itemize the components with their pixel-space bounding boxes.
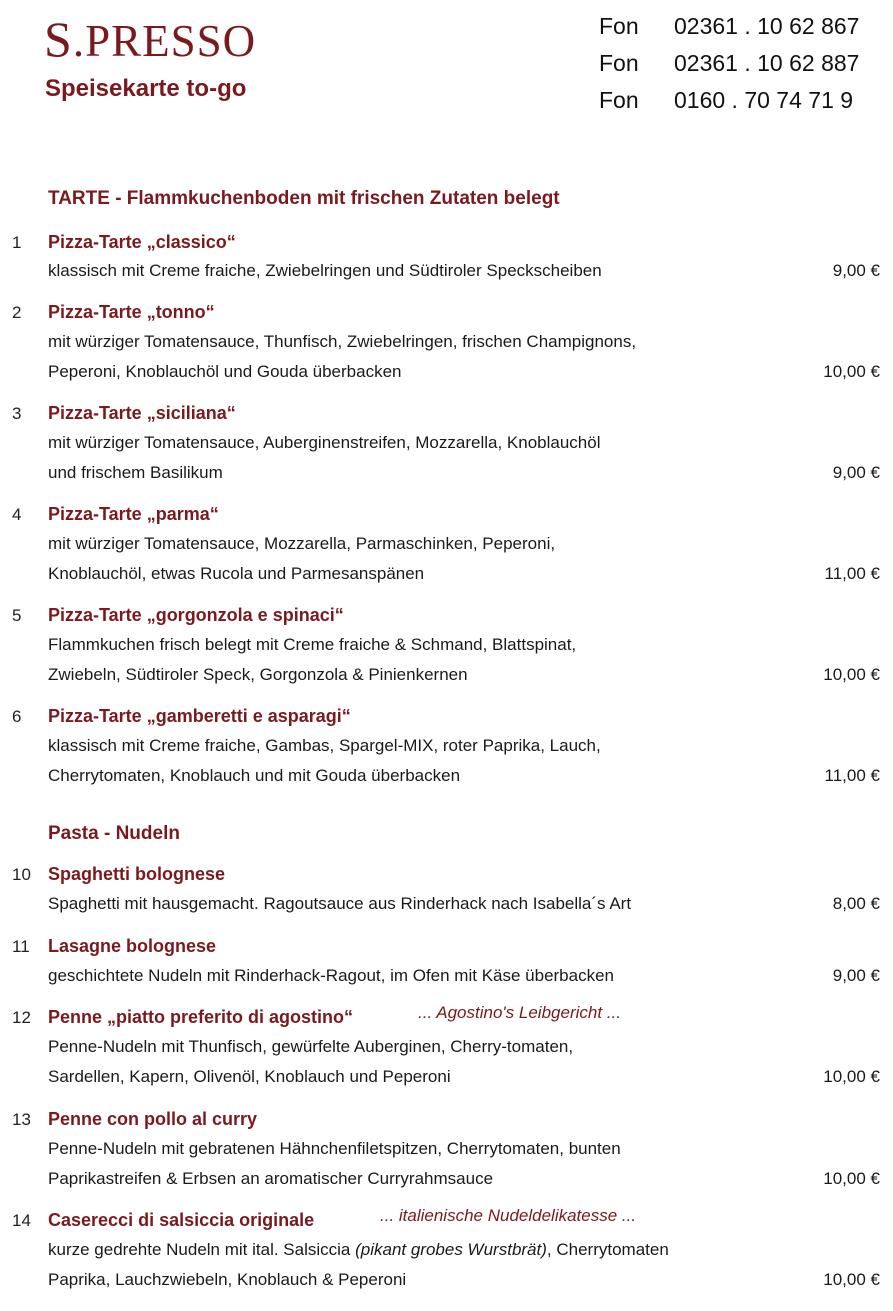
brand-logo	[44, 8, 274, 72]
description-text: kurze gedrehte Nudeln mit ital. Salsiccia	[48, 1240, 351, 1259]
item-price: 10,00 €	[823, 1169, 880, 1188]
item-description: und frischem Basilikum	[48, 463, 223, 482]
menu-subtitle: Speisekarte to-go	[45, 75, 247, 102]
item-description: Spaghetti mit hausgemacht. Ragoutsauce aus Rinderhack nach Isabella´s Art	[48, 894, 632, 913]
item-note: ... italienische Nudeldelikatesse ...	[380, 1206, 637, 1225]
phone-label: Fon	[599, 87, 639, 113]
item-description: Paprika, Lauchzwiebeln, Knoblauch & Peperoni	[48, 1270, 407, 1289]
item-description: Sardellen, Kapern, Olivenöl, Knoblauch und Peperoni	[48, 1067, 451, 1086]
item-price: 11,00 €	[824, 766, 880, 785]
item-number: 3	[12, 404, 22, 423]
item-name: Penne con pollo al curry	[48, 1109, 258, 1129]
phone-label: Fon	[599, 13, 639, 39]
brand-initial: S	[44, 11, 73, 67]
item-description: mit würziger Tomatensauce, Mozzarella, Parmaschinken, Peperoni,	[48, 534, 556, 553]
item-number: 11	[12, 937, 30, 956]
item-description: Peperoni, Knoblauchöl und Gouda überbacken	[48, 362, 402, 381]
item-name: Pizza-Tarte „gorgonzola e spinaci“	[48, 605, 344, 625]
item-number: 13	[12, 1110, 31, 1129]
item-number: 2	[12, 303, 22, 322]
phone-list	[599, 8, 889, 119]
item-description: klassisch mit Creme fraiche, Gambas, Spargel-MIX, roter Paprika, Lauch,	[48, 736, 601, 755]
item-name: Pizza-Tarte „siciliana“	[48, 403, 236, 423]
item-name: Penne „piatto preferito di agostino“	[48, 1007, 354, 1027]
item-price: 9,00 €	[832, 261, 880, 280]
item-description: Penne-Nudeln mit gebratenen Hähnchenfiletspitzen, Cherrytomaten, bunten	[48, 1139, 621, 1158]
phone-label: Fon	[599, 50, 639, 76]
item-description: geschichtete Nudeln mit Rinderhack-Ragout, im Ofen mit Käse überbacken	[48, 966, 615, 985]
item-description	[48, 1235, 669, 1265]
item-price: 10,00 €	[823, 1270, 880, 1289]
section-title-tarte: TARTE - Flammkuchenboden mit frischen Zutaten belegt	[48, 188, 560, 209]
item-price: 9,00 €	[832, 966, 880, 985]
item-number: 5	[12, 606, 22, 625]
description-italic: (pikant grobes Wurstbrät)	[355, 1240, 547, 1259]
phone-row	[599, 8, 889, 45]
phone-number: 0160 . 70 74 71 9	[674, 87, 854, 113]
item-name: Pizza-Tarte „parma“	[48, 504, 219, 524]
item-description: Flammkuchen frisch belegt mit Creme fraiche & Schmand, Blattspinat,	[48, 635, 577, 654]
item-description: Zwiebeln, Südtiroler Speck, Gorgonzola & Pinienkernen	[48, 665, 468, 684]
item-price: 10,00 €	[823, 665, 880, 684]
item-name: Pizza-Tarte „tonno“	[48, 302, 215, 322]
phone-number: 02361 . 10 62 867	[674, 13, 860, 39]
brand-name: .PRESSO	[72, 16, 257, 66]
item-description: mit würziger Tomatensauce, Auberginenstreifen, Mozzarella, Knoblauchöl	[48, 433, 601, 452]
item-name: Pizza-Tarte „gamberetti e asparagi“	[48, 706, 351, 726]
item-number: 10	[12, 865, 31, 884]
item-price: 9,00 €	[832, 463, 880, 482]
item-name: Pizza-Tarte „classico“	[48, 232, 236, 252]
item-number: 1	[12, 233, 22, 252]
item-description: Knoblauchöl, etwas Rucola und Parmesanspänen	[48, 564, 425, 583]
item-price: 11,00 €	[824, 564, 880, 583]
phone-row	[599, 45, 889, 82]
item-number: 6	[12, 707, 22, 726]
item-name: Caserecci di salsiccia originale	[48, 1210, 315, 1230]
item-name: Spaghetti bolognese	[48, 864, 226, 884]
item-note: ... Agostino's Leibgericht ...	[418, 1003, 621, 1022]
item-price: 10,00 €	[823, 1067, 880, 1086]
phone-number: 02361 . 10 62 887	[674, 50, 860, 76]
item-number: 4	[12, 505, 22, 524]
item-price: 8,00 €	[832, 894, 880, 913]
item-description: klassisch mit Creme fraiche, Zwiebelringen und Südtiroler Speckscheiben	[48, 261, 602, 280]
item-description: Penne-Nudeln mit Thunfisch, gewürfelte Auberginen, Cherry-tomaten,	[48, 1037, 574, 1056]
item-number: 14	[12, 1211, 31, 1230]
section-title-pasta: Pasta - Nudeln	[48, 823, 180, 844]
item-description: Cherrytomaten, Knoblauch und mit Gouda überbacken	[48, 766, 461, 785]
item-description: Paprikastreifen & Erbsen an aromatischer Curryrahmsauce	[48, 1169, 494, 1188]
description-text: , Cherrytomaten	[546, 1240, 669, 1259]
item-name: Lasagne bolognese	[48, 936, 217, 956]
item-description: mit würziger Tomatensauce, Thunfisch, Zwiebelringen, frischen Champignons,	[48, 332, 637, 351]
item-number: 12	[12, 1008, 31, 1027]
item-price: 10,00 €	[823, 362, 880, 381]
phone-row	[599, 82, 889, 119]
